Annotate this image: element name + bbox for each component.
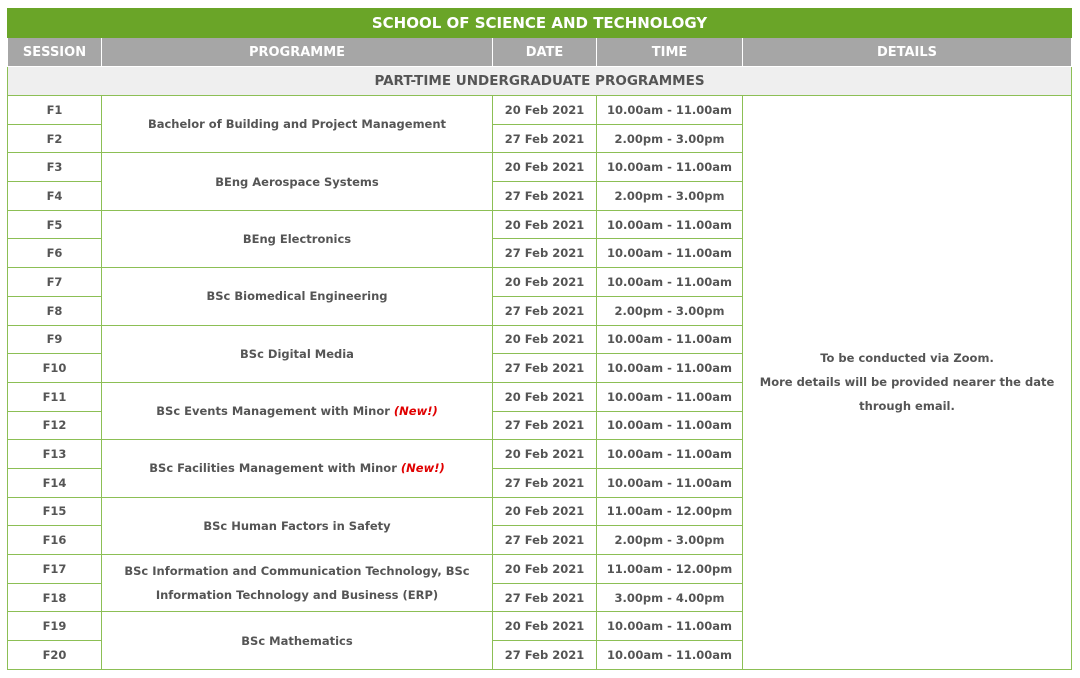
programme-category: PART-TIME UNDERGRADUATE PROGRAMMES — [8, 67, 1072, 96]
session-code: F4 — [8, 182, 102, 211]
session-time: 2.00pm - 3.00pm — [597, 526, 743, 555]
programme-name: BSc Information and Communication Technology, BSc Information Technology and Business (ERP) — [124, 564, 470, 603]
programme-name: BSc Human Factors in Safety — [203, 518, 391, 533]
programme-name-cell — [102, 210, 493, 267]
programme-category-row — [8, 67, 1072, 96]
header-time: TIME — [597, 38, 743, 67]
session-date: 27 Feb 2021 — [493, 296, 597, 325]
programme-name: BSc Events Management with Minor — [156, 404, 390, 419]
details-text: To be conducted via Zoom. — [820, 351, 994, 366]
session-date: 27 Feb 2021 — [493, 239, 597, 268]
session-code: F14 — [8, 468, 102, 497]
session-time: 2.00pm - 3.00pm — [597, 296, 743, 325]
session-code: F16 — [8, 526, 102, 555]
session-code: F19 — [8, 612, 102, 641]
details-cell — [743, 96, 1072, 670]
programme-name: BEng Electronics — [242, 231, 352, 246]
session-time: 10.00am - 11.00am — [597, 325, 743, 354]
programme-name: BSc Biomedical Engineering — [206, 289, 388, 304]
new-badge: (New!) — [400, 461, 445, 476]
session-date: 20 Feb 2021 — [493, 612, 597, 641]
header-programme: PROGRAMME — [102, 38, 493, 67]
session-date: 27 Feb 2021 — [493, 182, 597, 211]
programme-name-cell — [102, 153, 493, 210]
session-code: F12 — [8, 411, 102, 440]
session-time: 2.00pm - 3.00pm — [597, 124, 743, 153]
session-time: 10.00am - 11.00am — [597, 468, 743, 497]
session-date: 27 Feb 2021 — [493, 411, 597, 440]
programme-name: BSc Facilities Management with Minor — [149, 461, 397, 476]
programme-name: BSc Mathematics — [241, 633, 353, 648]
session-time: 3.00pm - 4.00pm — [597, 583, 743, 612]
session-code: F8 — [8, 296, 102, 325]
session-date: 20 Feb 2021 — [493, 268, 597, 297]
session-date: 20 Feb 2021 — [493, 96, 597, 125]
session-time: 10.00am - 11.00am — [597, 210, 743, 239]
programme-name-cell — [102, 268, 493, 325]
details-text: through email. — [859, 399, 955, 414]
session-date: 27 Feb 2021 — [493, 583, 597, 612]
session-date: 20 Feb 2021 — [493, 382, 597, 411]
session-date: 20 Feb 2021 — [493, 497, 597, 526]
programme-name-cell — [102, 555, 493, 612]
session-time: 2.00pm - 3.00pm — [597, 182, 743, 211]
header-session: SESSION — [8, 38, 102, 67]
session-code: F6 — [8, 239, 102, 268]
details-text: More details will be provided nearer the date — [759, 375, 1055, 390]
session-date: 20 Feb 2021 — [493, 210, 597, 239]
session-date: 20 Feb 2021 — [493, 440, 597, 469]
session-code: F7 — [8, 268, 102, 297]
column-header-row — [8, 38, 1072, 67]
session-code: F11 — [8, 382, 102, 411]
session-time: 10.00am - 11.00am — [597, 440, 743, 469]
session-date: 20 Feb 2021 — [493, 153, 597, 182]
session-code: F10 — [8, 354, 102, 383]
programme-name-cell — [102, 440, 493, 497]
session-date: 20 Feb 2021 — [493, 555, 597, 584]
programme-name-cell — [102, 325, 493, 382]
session-time: 11.00am - 12.00pm — [597, 497, 743, 526]
session-code: F5 — [8, 210, 102, 239]
session-time: 11.00am - 12.00pm — [597, 555, 743, 584]
school-title-row — [8, 9, 1072, 38]
header-details: DETAILS — [743, 38, 1072, 67]
session-time: 10.00am - 11.00am — [597, 239, 743, 268]
session-time: 10.00am - 11.00am — [597, 354, 743, 383]
session-code: F17 — [8, 555, 102, 584]
session-date: 20 Feb 2021 — [493, 325, 597, 354]
session-date: 27 Feb 2021 — [493, 124, 597, 153]
session-date: 27 Feb 2021 — [493, 526, 597, 555]
session-code: F9 — [8, 325, 102, 354]
programme-name: Bachelor of Building and Project Management — [147, 117, 447, 132]
session-time: 10.00am - 11.00am — [597, 411, 743, 440]
session-code: F15 — [8, 497, 102, 526]
header-date: DATE — [493, 38, 597, 67]
session-time: 10.00am - 11.00am — [597, 612, 743, 641]
session-code: F20 — [8, 641, 102, 670]
new-badge: (New!) — [393, 404, 438, 419]
programme-name-cell — [102, 497, 493, 554]
session-time: 10.00am - 11.00am — [597, 153, 743, 182]
session-date: 27 Feb 2021 — [493, 641, 597, 670]
session-time: 10.00am - 11.00am — [597, 641, 743, 670]
session-time: 10.00am - 11.00am — [597, 96, 743, 125]
programme-name: BSc Digital Media — [240, 346, 354, 361]
schedule-table — [7, 8, 1072, 670]
session-code: F1 — [8, 96, 102, 125]
table-row — [8, 96, 1072, 125]
programme-name-cell — [102, 612, 493, 669]
session-date: 27 Feb 2021 — [493, 468, 597, 497]
session-code: F2 — [8, 124, 102, 153]
schedule-body — [8, 96, 1072, 670]
session-code: F18 — [8, 583, 102, 612]
session-time: 10.00am - 11.00am — [597, 268, 743, 297]
session-code: F13 — [8, 440, 102, 469]
programme-name-cell — [102, 96, 493, 153]
clipped-heading-remnant — [0, 0, 1080, 8]
school-title: SCHOOL OF SCIENCE AND TECHNOLOGY — [8, 9, 1072, 38]
programme-name: BEng Aerospace Systems — [215, 174, 379, 189]
session-date: 27 Feb 2021 — [493, 354, 597, 383]
programme-name-cell — [102, 382, 493, 439]
session-time: 10.00am - 11.00am — [597, 382, 743, 411]
session-code: F3 — [8, 153, 102, 182]
